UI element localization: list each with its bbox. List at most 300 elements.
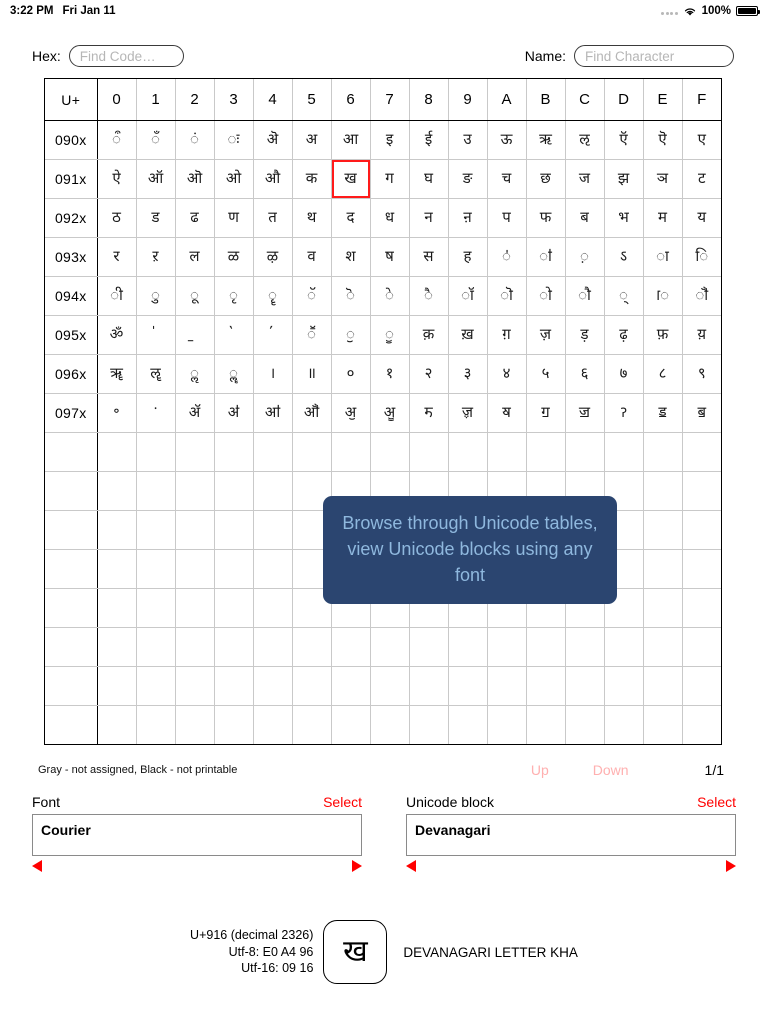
table-column-header: A: [487, 79, 526, 121]
character-cell-empty: [253, 706, 292, 745]
character-cell-empty: [565, 706, 604, 745]
block-select-button[interactable]: Select: [697, 794, 736, 810]
character-cell-empty: [175, 511, 214, 550]
character-cell[interactable]: ॎ: [643, 277, 682, 316]
character-cell-empty: [175, 589, 214, 628]
character-cell[interactable]: ऻ: [526, 238, 565, 277]
character-cell[interactable]: ऺ: [487, 238, 526, 277]
character-cell[interactable]: ग: [370, 160, 409, 199]
character-cell-empty: [643, 472, 682, 511]
character-cell-empty: [97, 628, 136, 667]
character-cell[interactable]: ऍ: [604, 121, 643, 160]
character-cell[interactable]: ऽ: [604, 238, 643, 277]
character-cell[interactable]: म: [643, 199, 682, 238]
character-cell[interactable]: ह: [448, 238, 487, 277]
character-cell-empty: [682, 589, 721, 628]
character-cell[interactable]: ॱ: [136, 394, 175, 433]
status-date: Fri Jan 11: [62, 5, 116, 17]
signal-dots-icon: [661, 8, 678, 15]
character-cell-empty: [175, 472, 214, 511]
table-column-header: E: [643, 79, 682, 121]
table-row-empty: [45, 433, 721, 472]
character-cell-empty: [526, 433, 565, 472]
character-cell[interactable]: आ: [331, 121, 370, 160]
font-panel-arrows: [32, 859, 362, 873]
character-cell-empty: [136, 433, 175, 472]
character-cell-empty: [526, 667, 565, 706]
character-cell[interactable]: घ: [409, 160, 448, 199]
character-cell-empty: [682, 667, 721, 706]
table-row: [45, 160, 721, 199]
character-cell-empty: [370, 667, 409, 706]
character-cell[interactable]: उ: [448, 121, 487, 160]
table-column-header: F: [682, 79, 721, 121]
hex-search-input[interactable]: [69, 45, 184, 67]
character-cell[interactable]: ौ: [565, 277, 604, 316]
character-cell-empty: [97, 667, 136, 706]
character-cell[interactable]: ॄ: [253, 277, 292, 316]
character-cell[interactable]: ॣ: [214, 355, 253, 394]
character-cell[interactable]: [214, 316, 253, 355]
character-cell[interactable]: २: [409, 355, 448, 394]
table-row-label: 090x: [45, 121, 97, 160]
character-cell-empty: [565, 667, 604, 706]
table-row-label: 094x: [45, 277, 97, 316]
unicode-block-panel: [406, 794, 736, 873]
character-cell-empty: [331, 706, 370, 745]
character-cell[interactable]: [175, 316, 214, 355]
character-cell[interactable]: र: [97, 238, 136, 277]
character-cell-empty: [136, 550, 175, 589]
character-cell-empty: [370, 706, 409, 745]
character-cell[interactable]: ३: [448, 355, 487, 394]
name-label: Name:: [524, 48, 566, 64]
character-cell-empty: [643, 706, 682, 745]
character-cell[interactable]: ळ: [214, 238, 253, 277]
character-cell-empty: [370, 628, 409, 667]
character-cell[interactable]: ख़: [448, 316, 487, 355]
table-row: [45, 277, 721, 316]
character-cell[interactable]: [253, 316, 292, 355]
character-cell[interactable]: थ: [292, 199, 331, 238]
character-cell-empty: [136, 472, 175, 511]
character-cell[interactable]: ॡ: [136, 355, 175, 394]
character-preview-glyph: ख: [323, 920, 387, 984]
character-cell[interactable]: ॢ: [175, 355, 214, 394]
character-cell-empty: [565, 433, 604, 472]
character-cell[interactable]: ई: [409, 121, 448, 160]
table-corner-label: U+: [45, 79, 97, 121]
table-row-label-empty: [45, 706, 97, 745]
name-search-input[interactable]: [574, 45, 734, 67]
character-cell-empty: [136, 628, 175, 667]
character-cell[interactable]: श: [331, 238, 370, 277]
character-cell[interactable]: ऱ: [136, 238, 175, 277]
battery-percent-label: 100%: [701, 5, 731, 17]
character-cell[interactable]: [136, 316, 175, 355]
table-row: [45, 316, 721, 355]
table-row: [45, 199, 721, 238]
font-next-arrow-right-icon[interactable]: [352, 860, 362, 872]
character-cell-empty: [682, 433, 721, 472]
character-cell-empty: [682, 550, 721, 589]
character-cell-empty: [682, 511, 721, 550]
character-cell[interactable]: ू: [175, 277, 214, 316]
character-cell[interactable]: ि: [682, 238, 721, 277]
character-cell-empty: [253, 433, 292, 472]
status-bar-right: [661, 5, 758, 17]
wifi-icon: [683, 6, 697, 17]
table-column-header: 1: [136, 79, 175, 121]
character-cell[interactable]: ॽ: [604, 394, 643, 433]
character-cell[interactable]: ऎ: [643, 121, 682, 160]
character-cell[interactable]: ँ: [136, 121, 175, 160]
character-cell[interactable]: य़: [682, 316, 721, 355]
table-row: [45, 355, 721, 394]
font-panel-header: [32, 794, 362, 810]
table-row-label-empty: [45, 550, 97, 589]
table-column-header: 9: [448, 79, 487, 121]
character-cell[interactable]: ॠ: [97, 355, 136, 394]
character-cell[interactable]: ः: [214, 121, 253, 160]
character-cell[interactable]: ढ़: [604, 316, 643, 355]
character-cell-empty: [214, 472, 253, 511]
table-row: [45, 394, 721, 433]
character-cell-empty: [253, 550, 292, 589]
table-column-header: D: [604, 79, 643, 121]
character-cell[interactable]: औ: [253, 160, 292, 199]
character-cell-empty: [292, 433, 331, 472]
character-cell[interactable]: ट: [682, 160, 721, 199]
character-cell[interactable]: ८: [643, 355, 682, 394]
character-cell[interactable]: ७: [604, 355, 643, 394]
character-cell[interactable]: ़: [565, 238, 604, 277]
table-row-empty: [45, 628, 721, 667]
battery-full-icon: [736, 6, 758, 16]
character-name: DEVANAGARI LETTER KHA: [403, 944, 578, 960]
character-cell[interactable]: ल: [175, 238, 214, 277]
character-cell[interactable]: ०: [331, 355, 370, 394]
character-cell[interactable]: ॷ: [370, 394, 409, 433]
character-cell-empty: [292, 628, 331, 667]
character-cell[interactable]: ा: [643, 238, 682, 277]
table-column-header: B: [526, 79, 565, 121]
character-cell[interactable]: ॳ: [214, 394, 253, 433]
character-cell[interactable]: ण: [214, 199, 253, 238]
name-input-placeholder: Find Character: [585, 48, 675, 64]
table-row-label: 096x: [45, 355, 97, 394]
character-cell-empty: [643, 511, 682, 550]
character-cell[interactable]: त: [253, 199, 292, 238]
character-cell[interactable]: क: [292, 160, 331, 199]
table-row: [45, 238, 721, 277]
character-cell[interactable]: इ: [370, 121, 409, 160]
table-column-header: 8: [409, 79, 448, 121]
character-cell-empty: [487, 706, 526, 745]
character-cell-empty: [97, 706, 136, 745]
character-cell[interactable]: ृ: [214, 277, 253, 316]
character-cell-empty: [604, 706, 643, 745]
name-search-group: [525, 45, 734, 67]
character-cell[interactable]: ऊ: [487, 121, 526, 160]
table-column-header: 2: [175, 79, 214, 121]
block-prev-arrow-left-icon[interactable]: [406, 860, 416, 872]
character-cell[interactable]: ॉ: [448, 277, 487, 316]
character-cell[interactable]: ऴ: [253, 238, 292, 277]
character-cell-empty: [682, 706, 721, 745]
legend-text: Gray - not assigned, Black - not printable: [38, 764, 238, 776]
character-cell-empty: [97, 433, 136, 472]
character-cell-empty: [214, 433, 253, 472]
character-cell[interactable]: ६: [565, 355, 604, 394]
table-header-row: [45, 79, 721, 121]
character-cell[interactable]: ्: [604, 277, 643, 316]
character-cell[interactable]: ध: [370, 199, 409, 238]
table-row-label: 095x: [45, 316, 97, 355]
status-bar-left: [10, 5, 116, 17]
character-cell-empty: [136, 589, 175, 628]
character-cell[interactable]: १: [370, 355, 409, 394]
character-cell[interactable]: ॕ: [292, 316, 331, 355]
character-cell[interactable]: भ: [604, 199, 643, 238]
table-column-header: 4: [253, 79, 292, 121]
character-cell-empty: [643, 667, 682, 706]
block-panel-arrows: [406, 859, 736, 873]
character-cell-empty: [526, 706, 565, 745]
character-cell[interactable]: छ: [526, 160, 565, 199]
character-cell[interactable]: द: [331, 199, 370, 238]
table-row: [45, 121, 721, 160]
character-cell-empty: [214, 550, 253, 589]
font-value-box[interactable]: Courier: [32, 814, 362, 856]
character-cell[interactable]: ॏ: [682, 277, 721, 316]
character-cell[interactable]: न: [409, 199, 448, 238]
character-cell[interactable]: ऌ: [565, 121, 604, 160]
character-cell[interactable]: ॖ: [331, 316, 370, 355]
table-column-header: 5: [292, 79, 331, 121]
character-cell-empty: [175, 433, 214, 472]
table-row-label-empty: [45, 472, 97, 511]
character-cell[interactable]: ॿ: [682, 394, 721, 433]
character-cell-empty: [487, 628, 526, 667]
character-cell[interactable]: े: [370, 277, 409, 316]
table-row-label-empty: [45, 589, 97, 628]
character-cell[interactable]: ऐ: [97, 160, 136, 199]
font-panel: [32, 794, 362, 873]
character-cell[interactable]: ।: [253, 355, 292, 394]
table-row-label-empty: [45, 667, 97, 706]
character-codepoint: U+916 (decimal 2326): [190, 927, 314, 942]
status-bar: [0, 0, 768, 22]
character-cell[interactable]: ॼ: [565, 394, 604, 433]
character-cell[interactable]: ॶ: [331, 394, 370, 433]
font-prev-arrow-left-icon[interactable]: [32, 860, 42, 872]
character-cell-empty: [604, 667, 643, 706]
character-cell[interactable]: ॵ: [292, 394, 331, 433]
character-cell[interactable]: ॗ: [370, 316, 409, 355]
character-cell[interactable]: ॥: [292, 355, 331, 394]
character-cell-empty: [97, 589, 136, 628]
character-cell[interactable]: ऑ: [136, 160, 175, 199]
character-cell-empty: [487, 433, 526, 472]
table-column-header: 0: [97, 79, 136, 121]
character-cell-empty: [97, 472, 136, 511]
character-cell[interactable]: ॴ: [253, 394, 292, 433]
character-cell[interactable]: ज़: [526, 316, 565, 355]
character-cell[interactable]: ॸ: [409, 394, 448, 433]
character-cell-empty: [682, 472, 721, 511]
character-cell[interactable]: ै: [409, 277, 448, 316]
character-cell-empty: [253, 628, 292, 667]
table-body: [45, 121, 721, 745]
character-cell-empty: [136, 511, 175, 550]
character-detail-footer: [0, 920, 768, 984]
character-cell[interactable]: ठ: [97, 199, 136, 238]
table-column-header: C: [565, 79, 604, 121]
character-cell[interactable]: फ़: [643, 316, 682, 355]
character-cell-empty: [136, 706, 175, 745]
character-cell-empty: [331, 628, 370, 667]
character-cell-empty: [526, 628, 565, 667]
character-cell[interactable]: ॰: [97, 394, 136, 433]
character-cell[interactable]: क़: [409, 316, 448, 355]
character-cell-empty: [643, 589, 682, 628]
character-cell-empty: [643, 550, 682, 589]
character-cell[interactable]: ङ: [448, 160, 487, 199]
character-cell-empty: [214, 589, 253, 628]
character-cell[interactable]: ए: [682, 121, 721, 160]
character-cell-empty: [565, 628, 604, 667]
selector-panels: [0, 794, 768, 873]
character-cell[interactable]: ४: [487, 355, 526, 394]
character-cell[interactable]: ज: [565, 160, 604, 199]
table-row-label: 091x: [45, 160, 97, 199]
table-column-header: 6: [331, 79, 370, 121]
character-cell-empty: [448, 706, 487, 745]
character-cell[interactable]: व: [292, 238, 331, 277]
character-cell[interactable]: ऀ: [97, 121, 136, 160]
character-cell[interactable]: ढ: [175, 199, 214, 238]
character-cell-empty: [175, 550, 214, 589]
character-cell[interactable]: ९: [682, 355, 721, 394]
character-cell-empty: [214, 706, 253, 745]
character-code-info: [190, 927, 313, 978]
character-cell-empty: [643, 433, 682, 472]
page-down-button[interactable]: Down: [592, 762, 629, 778]
table-row-label: 097x: [45, 394, 97, 433]
character-cell-empty: [253, 472, 292, 511]
character-cell-empty: [214, 628, 253, 667]
font-select-button[interactable]: Select: [323, 794, 362, 810]
character-cell[interactable]: ब: [565, 199, 604, 238]
character-cell[interactable]: ऋ: [526, 121, 565, 160]
character-cell[interactable]: ग़: [487, 316, 526, 355]
character-cell[interactable]: अ: [292, 121, 331, 160]
character-cell[interactable]: ड: [136, 199, 175, 238]
character-cell[interactable]: ॻ: [526, 394, 565, 433]
status-time: 3:22 PM: [10, 5, 54, 17]
block-panel-title: Unicode block: [406, 794, 494, 810]
character-cell[interactable]: ॆ: [331, 277, 370, 316]
character-cell[interactable]: ञ: [643, 160, 682, 199]
character-cell-selected[interactable]: ख: [331, 160, 370, 199]
character-cell-empty: [370, 433, 409, 472]
page-up-button[interactable]: Up: [530, 762, 549, 778]
hex-label: Hex:: [32, 48, 61, 64]
table-row-empty: [45, 706, 721, 745]
character-cell[interactable]: ॹ: [448, 394, 487, 433]
character-cell-empty: [604, 433, 643, 472]
character-cell[interactable]: ड़: [565, 316, 604, 355]
character-cell[interactable]: झ: [604, 160, 643, 199]
character-cell[interactable]: ॺ: [487, 394, 526, 433]
character-cell[interactable]: य: [682, 199, 721, 238]
character-cell-empty: [682, 628, 721, 667]
block-value-box[interactable]: Devanagari: [406, 814, 736, 856]
character-cell-empty: [214, 511, 253, 550]
legend-nav-row: [38, 762, 724, 778]
character-cell-empty: [331, 433, 370, 472]
table-row-label: 093x: [45, 238, 97, 277]
character-cell[interactable]: ॲ: [175, 394, 214, 433]
character-cell-empty: [136, 667, 175, 706]
character-cell[interactable]: ी: [97, 277, 136, 316]
table-row-label: 092x: [45, 199, 97, 238]
table-column-header: 3: [214, 79, 253, 121]
block-next-arrow-right-icon[interactable]: [726, 860, 736, 872]
character-cell[interactable]: ष: [370, 238, 409, 277]
character-cell[interactable]: प: [487, 199, 526, 238]
table-row-empty: [45, 667, 721, 706]
table-column-header: 7: [370, 79, 409, 121]
character-cell-empty: [292, 706, 331, 745]
character-cell[interactable]: ु: [136, 277, 175, 316]
character-cell[interactable]: ऄ: [253, 121, 292, 160]
character-cell-empty: [292, 667, 331, 706]
character-cell[interactable]: ऒ: [175, 160, 214, 199]
character-cell-empty: [214, 667, 253, 706]
character-cell[interactable]: ऩ: [448, 199, 487, 238]
character-cell-empty: [448, 433, 487, 472]
character-cell[interactable]: स: [409, 238, 448, 277]
character-cell[interactable]: ओ: [214, 160, 253, 199]
table-row-label-empty: [45, 628, 97, 667]
page-indicator: 1/1: [704, 762, 724, 778]
character-cell-empty: [175, 667, 214, 706]
character-cell[interactable]: ं: [175, 121, 214, 160]
character-cell-empty: [487, 667, 526, 706]
hex-input-placeholder: Find Code…: [79, 48, 156, 64]
unicode-character-table[interactable]: [44, 78, 722, 745]
character-cell[interactable]: ो: [526, 277, 565, 316]
character-cell[interactable]: ॅ: [292, 277, 331, 316]
character-cell[interactable]: ५: [526, 355, 565, 394]
character-cell[interactable]: फ: [526, 199, 565, 238]
character-cell-empty: [448, 667, 487, 706]
character-cell-empty: [97, 511, 136, 550]
character-cell-empty: [409, 628, 448, 667]
character-cell-empty: [97, 550, 136, 589]
character-cell-empty: [448, 628, 487, 667]
character-cell[interactable]: च: [487, 160, 526, 199]
character-cell[interactable]: ॊ: [487, 277, 526, 316]
character-cell-empty: [643, 628, 682, 667]
character-cell[interactable]: ॐ: [97, 316, 136, 355]
feature-callout-tooltip: Browse through Unicode tables, view Unicode blocks using any font: [323, 496, 617, 604]
character-cell-empty: [253, 667, 292, 706]
table-row-label-empty: [45, 433, 97, 472]
character-cell[interactable]: ॾ: [643, 394, 682, 433]
